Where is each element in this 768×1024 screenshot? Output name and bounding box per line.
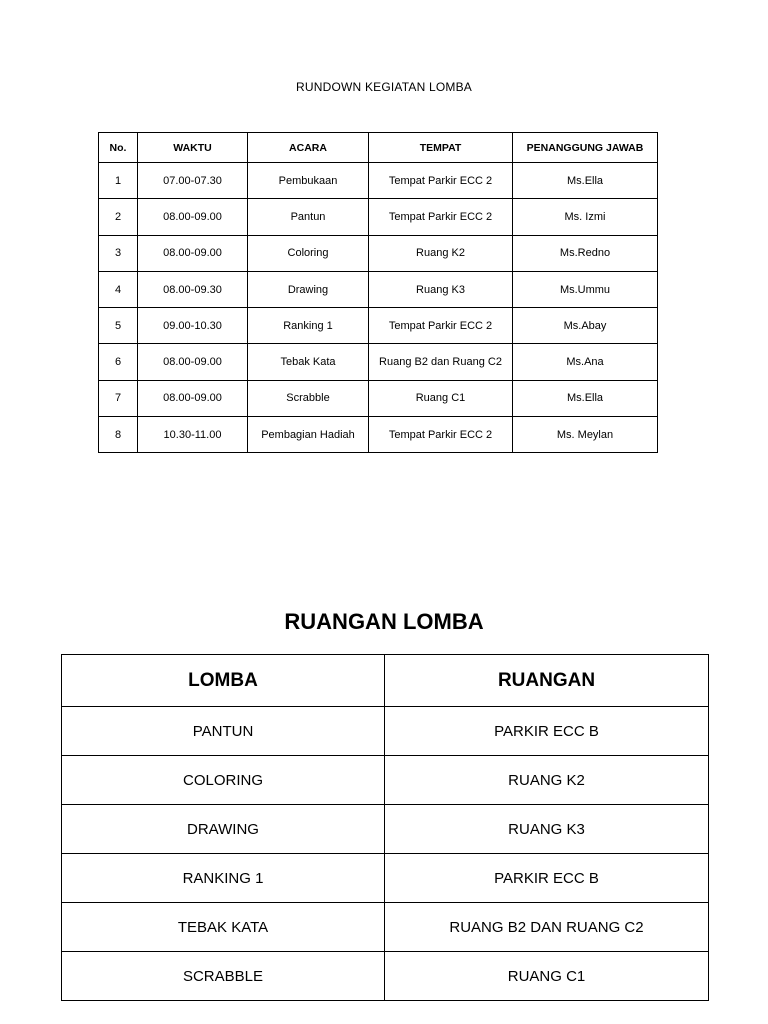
header-acara: ACARA [248,133,369,163]
cell-ruangan: RUANG C1 [385,952,709,1001]
table-row [62,952,709,1001]
cell-tempat: Ruang C1 [369,380,513,416]
cell-no: 5 [99,308,138,344]
cell-ruangan: RUANG B2 DAN RUANG C2 [385,903,709,952]
table-row [62,707,709,756]
table-row [99,235,658,271]
cell-tempat: Ruang K3 [369,271,513,307]
cell-penanggung-jawab: Ms. Meylan [513,417,658,453]
cell-no: 3 [99,235,138,271]
cell-ruangan: RUANG K3 [385,805,709,854]
header-lomba: LOMBA [62,655,385,707]
cell-acara: Drawing [248,271,369,307]
table-row [99,417,658,453]
cell-no: 7 [99,380,138,416]
cell-penanggung-jawab: Ms. Izmi [513,199,658,235]
header-waktu: WAKTU [138,133,248,163]
cell-acara: Pembagian Hadiah [248,417,369,453]
cell-waktu: 08.00-09.30 [138,271,248,307]
cell-waktu: 08.00-09.00 [138,199,248,235]
cell-lomba: RANKING 1 [62,854,385,903]
header-tempat: TEMPAT [369,133,513,163]
ruangan-table [61,654,709,1001]
cell-tempat: Ruang B2 dan Ruang C2 [369,344,513,380]
table-row [62,854,709,903]
table-row [99,308,658,344]
cell-waktu: 10.30-11.00 [138,417,248,453]
cell-no: 1 [99,163,138,199]
cell-no: 6 [99,344,138,380]
cell-penanggung-jawab: Ms.Redno [513,235,658,271]
cell-acara: Scrabble [248,380,369,416]
cell-acara: Coloring [248,235,369,271]
cell-acara: Pembukaan [248,163,369,199]
cell-ruangan: PARKIR ECC B [385,854,709,903]
cell-lomba: SCRABBLE [62,952,385,1001]
cell-waktu: 09.00-10.30 [138,308,248,344]
cell-lomba: DRAWING [62,805,385,854]
cell-lomba: PANTUN [62,707,385,756]
rundown-title: RUNDOWN KEGIATAN LOMBA [296,80,472,94]
header-no: No. [99,133,138,163]
header-ruangan: RUANGAN [385,655,709,707]
cell-penanggung-jawab: Ms.Ella [513,163,658,199]
cell-lomba: COLORING [62,756,385,805]
table-row [99,271,658,307]
table-row [62,805,709,854]
cell-no: 4 [99,271,138,307]
rundown-table [98,132,658,453]
ruangan-title: RUANGAN LOMBA [284,609,484,634]
cell-acara: Tebak Kata [248,344,369,380]
cell-waktu: 08.00-09.00 [138,344,248,380]
cell-waktu: 08.00-09.00 [138,380,248,416]
cell-acara: Ranking 1 [248,308,369,344]
cell-penanggung-jawab: Ms.Ella [513,380,658,416]
table-row [99,380,658,416]
table-row [62,903,709,952]
rundown-header-row [99,133,658,163]
cell-waktu: 07.00-07.30 [138,163,248,199]
table-row [62,756,709,805]
cell-no: 8 [99,417,138,453]
table-row [99,199,658,235]
ruangan-header-row [62,655,709,707]
cell-no: 2 [99,199,138,235]
cell-tempat: Ruang K2 [369,235,513,271]
header-penanggung-jawab: PENANGGUNG JAWAB [513,133,658,163]
cell-lomba: TEBAK KATA [62,903,385,952]
cell-penanggung-jawab: Ms.Abay [513,308,658,344]
cell-penanggung-jawab: Ms.Ana [513,344,658,380]
cell-tempat: Tempat Parkir ECC 2 [369,199,513,235]
cell-ruangan: PARKIR ECC B [385,707,709,756]
table-row [99,163,658,199]
cell-tempat: Tempat Parkir ECC 2 [369,308,513,344]
cell-acara: Pantun [248,199,369,235]
cell-penanggung-jawab: Ms.Ummu [513,271,658,307]
cell-waktu: 08.00-09.00 [138,235,248,271]
cell-ruangan: RUANG K2 [385,756,709,805]
cell-tempat: Tempat Parkir ECC 2 [369,417,513,453]
table-row [99,344,658,380]
cell-tempat: Tempat Parkir ECC 2 [369,163,513,199]
